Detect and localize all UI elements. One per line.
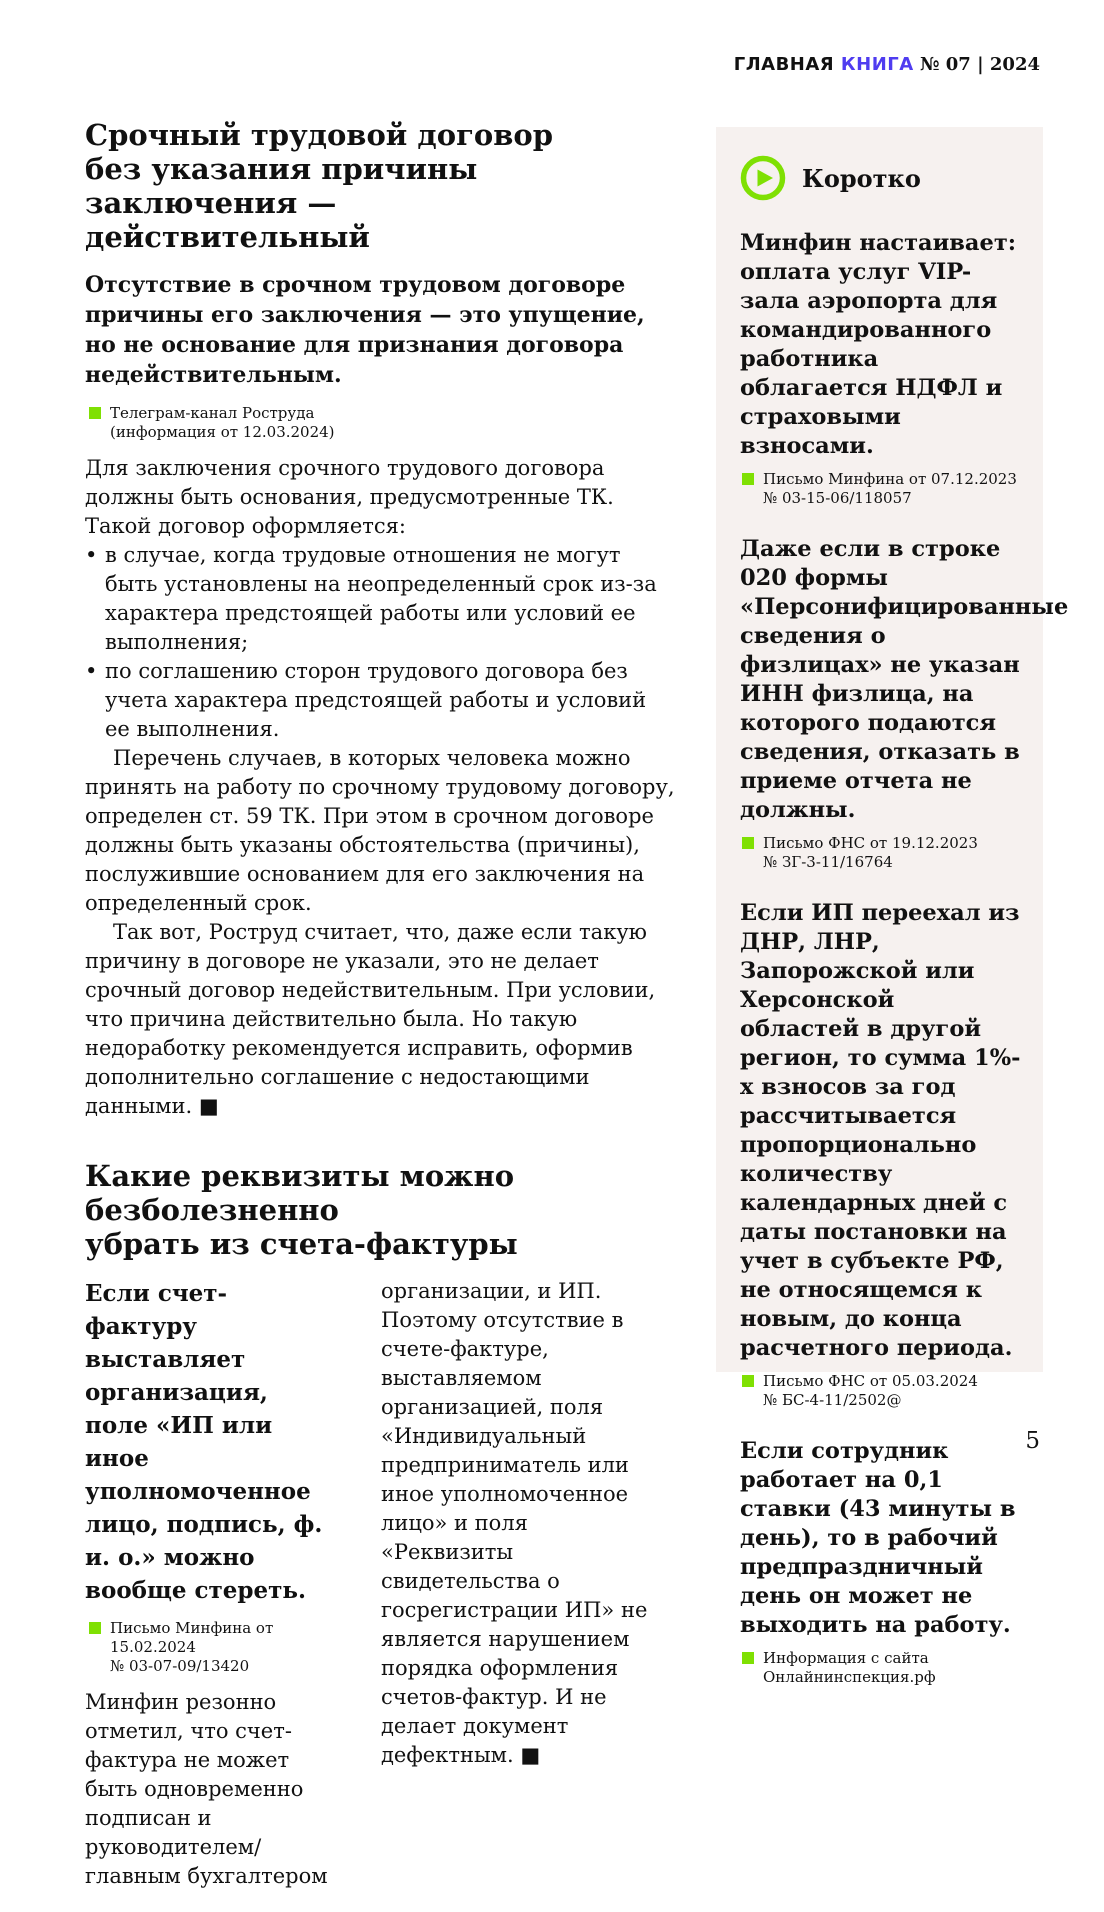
source-line: Телеграм-канал Роструда: [110, 404, 315, 422]
article-title-line: Какие реквизиты можно безболезненно: [85, 1159, 515, 1227]
source-line: № ЗГ-3-11/16764: [763, 853, 893, 871]
sidebar-item: [740, 899, 1021, 1410]
article-title: [85, 118, 677, 254]
source-bullet-icon: [89, 407, 101, 419]
list-item: [85, 657, 677, 744]
source-bullet-icon: [742, 837, 754, 849]
source-line: Письмо Минфина от 07.12.2023: [763, 470, 1017, 488]
paragraph: Так вот, Роструд считает, что, даже если такую причину в договоре не указали, это не делает срочный договор недействительным. При условии, что причина действительно была. Но такую недоработку рекомендуется исправить, оформив дополнительно соглашение с недостающими данными. ■: [85, 920, 656, 1118]
masthead-issue: № 07 | 2024: [913, 54, 1040, 75]
source-reference: [742, 1372, 1021, 1410]
source-text: [763, 1372, 978, 1410]
list-item-text: в случае, когда трудовые отношения не могут быть установлены на неопределенный срок из-за характера предстоящей работы или условий ее выполнения;: [105, 543, 657, 654]
source-bullet-icon: [742, 1375, 754, 1387]
left-column: [85, 1277, 337, 1912]
list-item: [85, 541, 677, 657]
masthead-title-accent: КНИГА: [840, 54, 914, 75]
source-text: [110, 404, 335, 442]
sidebar-item-text: Если сотрудник работает на 0,1 ставки (43 минуты в день), то в рабочий предпраздничный день он может не выходить на работу.: [740, 1438, 1016, 1638]
page-number: 5: [1025, 1428, 1040, 1454]
article-invoice-requisites: [85, 1159, 677, 1912]
paragraph: Перечень случаев, в которых человека можно принять на работу по срочному трудовому договору, определен ст. 59 ТК. При этом в срочном договоре должны быть указаны обстоятельства (причины), послужившие основанием для его заключения на определенный срок.: [85, 746, 675, 915]
source-text: [763, 1649, 936, 1687]
masthead: [734, 54, 1040, 75]
source-line: № 03-07-09/13420: [110, 1657, 250, 1675]
bullet-marker: •: [85, 543, 98, 567]
source-line: Онлайнинспекция.рф: [763, 1668, 936, 1686]
right-column: [381, 1277, 659, 1912]
source-reference: [89, 1619, 337, 1676]
two-column-layout: [85, 1277, 677, 1912]
article-body: [85, 454, 677, 1121]
article-lead: Если счет-фактуру выставляет организация, поле «ИП или иное уполномоченное лицо, подпись, ф. и. о.» можно вообще стереть.: [85, 1280, 323, 1604]
source-text: [110, 1619, 337, 1676]
article-title-line: без указания причины заключения —: [85, 152, 478, 220]
main-column: [85, 118, 677, 1912]
source-bullet-icon: [742, 473, 754, 485]
sidebar-item-text: Минфин настаивает: оплата услуг VIP-зала аэропорта для командированного работника облагается НДФЛ и страховыми взносами.: [740, 230, 1017, 459]
paragraph: организации, и ИП. Поэтому отсутствие в счете-фактуре, выставляемом организацией, поля «Индивидуальный предприниматель или иное уполномоченное лицо» и поля «Реквизиты свидетельства о госрегистрации ИП» не является нарушением порядка оформления счетов-фактур. И не делает документ дефектным. ■: [381, 1279, 648, 1767]
source-reference: [742, 834, 1021, 872]
source-reference: [742, 470, 1021, 508]
article-title-line: Срочный трудовой договор: [85, 118, 553, 152]
masthead-title-black: ГЛАВНАЯ: [733, 54, 841, 75]
source-bullet-icon: [89, 1622, 101, 1634]
source-reference: [742, 1649, 1021, 1687]
article-title-line: убрать из счета-фактуры: [85, 1227, 518, 1261]
source-bullet-icon: [742, 1652, 754, 1664]
article-title-line: действительный: [85, 220, 370, 254]
play-icon: [740, 155, 786, 201]
source-line: № БС-4-11/2502@: [763, 1391, 902, 1409]
sidebar-item-text: Если ИП переехал из ДНР, ЛНР, Запорожской или Херсонской областей в другой регион, то сумма 1%-х взносов за год рассчитывается пропорционально количеству календарных дней с даты постановки на учет в субъекте РФ, не относящемся к новым, до конца расчетного периода.: [740, 900, 1021, 1361]
sidebar-title: Коротко: [802, 163, 921, 193]
article-lead: Отсутствие в срочном трудовом договоре причины его заключения — это упущение, но не основание для признания договора недействительным.: [85, 272, 645, 388]
source-line: Письмо Минфина от 15.02.2024: [110, 1619, 274, 1656]
sidebar-item: [740, 229, 1021, 508]
article-title: [85, 1159, 677, 1261]
sidebar-korotko: [716, 127, 1069, 1686]
sidebar-item: [740, 535, 1069, 872]
source-line: Письмо ФНС от 05.03.2024: [763, 1372, 978, 1390]
source-line: (информация от 12.03.2024): [110, 423, 335, 441]
article-fixed-term-contract: [85, 118, 677, 1121]
paragraph: Минфин резонно отметил, что счет-фактура не может быть одновременно подписан и руководителем/главным бухгалтером: [85, 1690, 328, 1888]
source-text: [763, 470, 1017, 508]
sidebar-header: [740, 155, 1021, 201]
sidebar-item-text: Даже если в строке 020 формы «Персонифицированные сведения о физлицах» не указан ИНН физлица, на которого подаются сведения, отказать в приеме отчета не должны.: [740, 536, 1069, 823]
source-line: № 03-15-06/118057: [763, 489, 912, 507]
paragraph: Для заключения срочного трудового договора должны быть основания, предусмотренные ТК. Такой договор оформляется:: [85, 456, 614, 538]
bullet-marker: •: [85, 659, 98, 683]
list-item-text: по соглашению сторон трудового договора без учета характера предстоящей работы и условий ее выполнения.: [105, 659, 647, 741]
source-reference: [89, 404, 677, 442]
source-line: Письмо ФНС от 19.12.2023: [763, 834, 978, 852]
source-text: [763, 834, 978, 872]
sidebar-item: [740, 1437, 1021, 1687]
source-line: Информация с сайта: [763, 1649, 929, 1667]
